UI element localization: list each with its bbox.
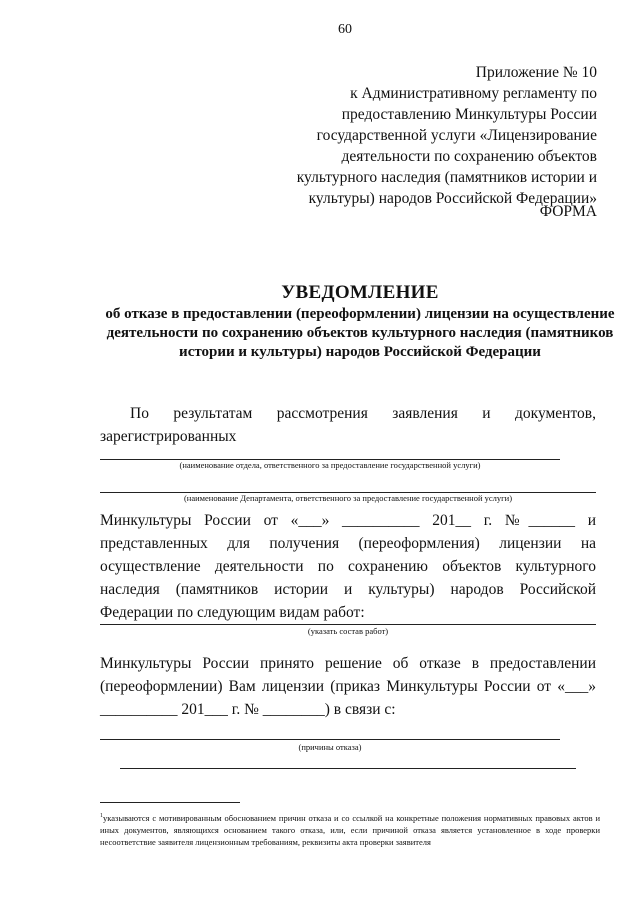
appendix-line: деятельности по сохранению объектов	[341, 148, 597, 165]
footnote	[100, 810, 600, 848]
appendix-block	[267, 62, 597, 209]
footnote-separator	[100, 802, 240, 803]
fill-line-reason-1[interactable]	[100, 739, 560, 740]
fill-line-works[interactable]	[100, 624, 596, 625]
appendix-line: к Административному регламенту по	[350, 85, 597, 102]
footnote-mark: 1	[100, 813, 103, 819]
appendix-line: Приложение № 10	[475, 64, 597, 81]
caption-works: (указать состав работ)	[307, 626, 389, 636]
appendix-line: культуры) народов Российской Федерации»	[308, 190, 597, 207]
caption-section: (наименование отдела, ответственного за предоставление государственной услуги)	[179, 460, 481, 470]
paragraph-works: Минкультуры России от «___» __________ 201__ г. №______ и представленных для получения (переоформления) лицензии на осуществление деятельности по сохранению объектов культурного наследия (памятников истории и культуры) народов Российской Федерации по следующим видам работ:	[100, 512, 596, 621]
appendix-line: культурного наследия (памятников истории и	[296, 169, 597, 186]
caption-reason: (причины отказа)	[298, 742, 362, 752]
paragraph-intro: По результатам рассмотрения заявления и документов, зарегистрированных	[100, 405, 596, 445]
appendix-line: государственной услуги «Лицензирование	[316, 127, 597, 144]
footnote-text: указываются с мотивированным обоснованием причин отказа и со ссылкой на конкретные положения нормативных правовых актов и иных документов, являющихся основанием такого отказа, или, если причиной отказа является установленное в ходе проверки несоответствие заявителя лицензионным требованиям, реквизиты акта проверки заявителя	[100, 812, 600, 847]
paragraph-decision: Минкультуры России принято решение об отказе в предоставлении (переоформлении) Вам лицензии (приказ Минкультуры России от «___» __________ 201___ г. № ________) в связи с:	[100, 655, 596, 718]
form-label: ФОРМА	[539, 203, 597, 220]
page-number: 60	[338, 22, 352, 37]
document-subtitle: об отказе в предоставлении (переоформлении) лицензии на осуществление деятельности по сохранению объектов культурного наследия (памятников истории и культуры) народов Российской Федерации	[105, 306, 615, 360]
caption-department: (наименование Департамента, ответственного за предоставление государственной услуги)	[183, 493, 513, 503]
appendix-line: предоставлению Минкультуры России	[341, 106, 597, 123]
document-title: УВЕДОМЛЕНИЕ	[281, 282, 439, 303]
fill-line-reason-2[interactable]	[120, 768, 576, 769]
